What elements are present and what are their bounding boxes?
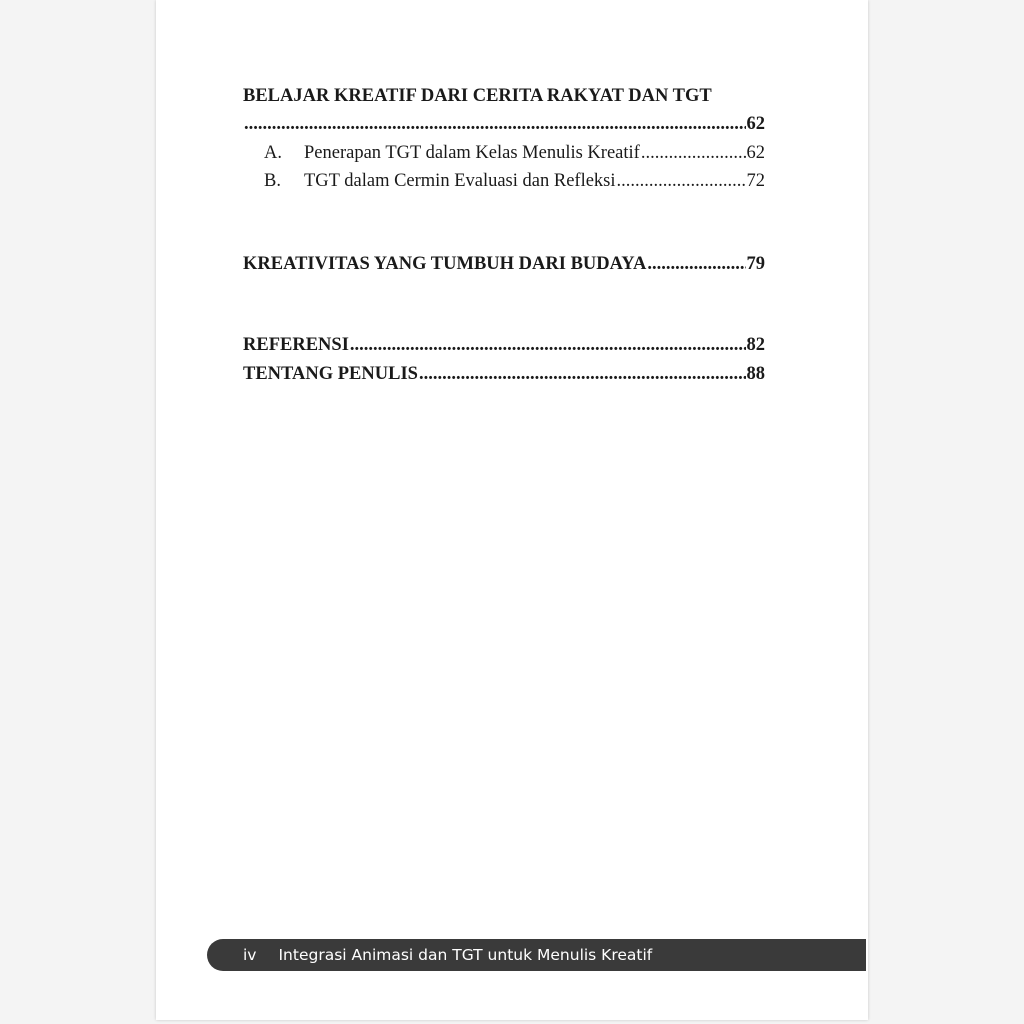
toc-page-number: 88 (746, 364, 765, 384)
page-footer (207, 939, 866, 971)
toc-page-number: 62 (746, 143, 765, 163)
toc-chapter-row (243, 254, 765, 275)
running-title: Integrasi Animasi dan TGT untuk Menulis Kreatif (278, 946, 653, 964)
toc-chapter-title: KREATIVITAS YANG TUMBUH DARI BUDAYA (243, 254, 647, 274)
toc-section-letter: B. (264, 171, 281, 191)
toc-section-row (264, 143, 765, 164)
toc-section-title: Penerapan TGT dalam Kelas Menulis Kreatif (304, 143, 640, 163)
toc-section-letter: A. (264, 143, 282, 163)
toc-entry-title: REFERENSI (243, 335, 349, 355)
toc-chapter-page-row (243, 114, 765, 135)
toc-page-number: 72 (746, 171, 765, 191)
toc-section-row (264, 171, 765, 192)
toc-page-number: 79 (746, 254, 765, 274)
toc-leader-dots (244, 114, 746, 135)
toc-section-title: TGT dalam Cermin Evaluasi dan Refleksi (304, 171, 616, 191)
toc-leader-dots (647, 254, 745, 275)
toc-leader-dots (641, 143, 746, 164)
toc-leader-dots (419, 364, 746, 385)
toc-entry-title: TENTANG PENULIS (243, 364, 418, 384)
toc-leader-dots (350, 335, 746, 356)
toc-backmatter-row (243, 364, 765, 385)
toc-backmatter-row (243, 335, 765, 356)
page-folio: iv (243, 946, 257, 964)
toc-leader-dots (617, 171, 746, 192)
toc-chapter-title: BELAJAR KREATIF DARI CERITA RAKYAT DAN TGT (243, 86, 712, 106)
toc-page-number: 82 (746, 335, 765, 355)
toc-page-number: 62 (746, 114, 765, 134)
